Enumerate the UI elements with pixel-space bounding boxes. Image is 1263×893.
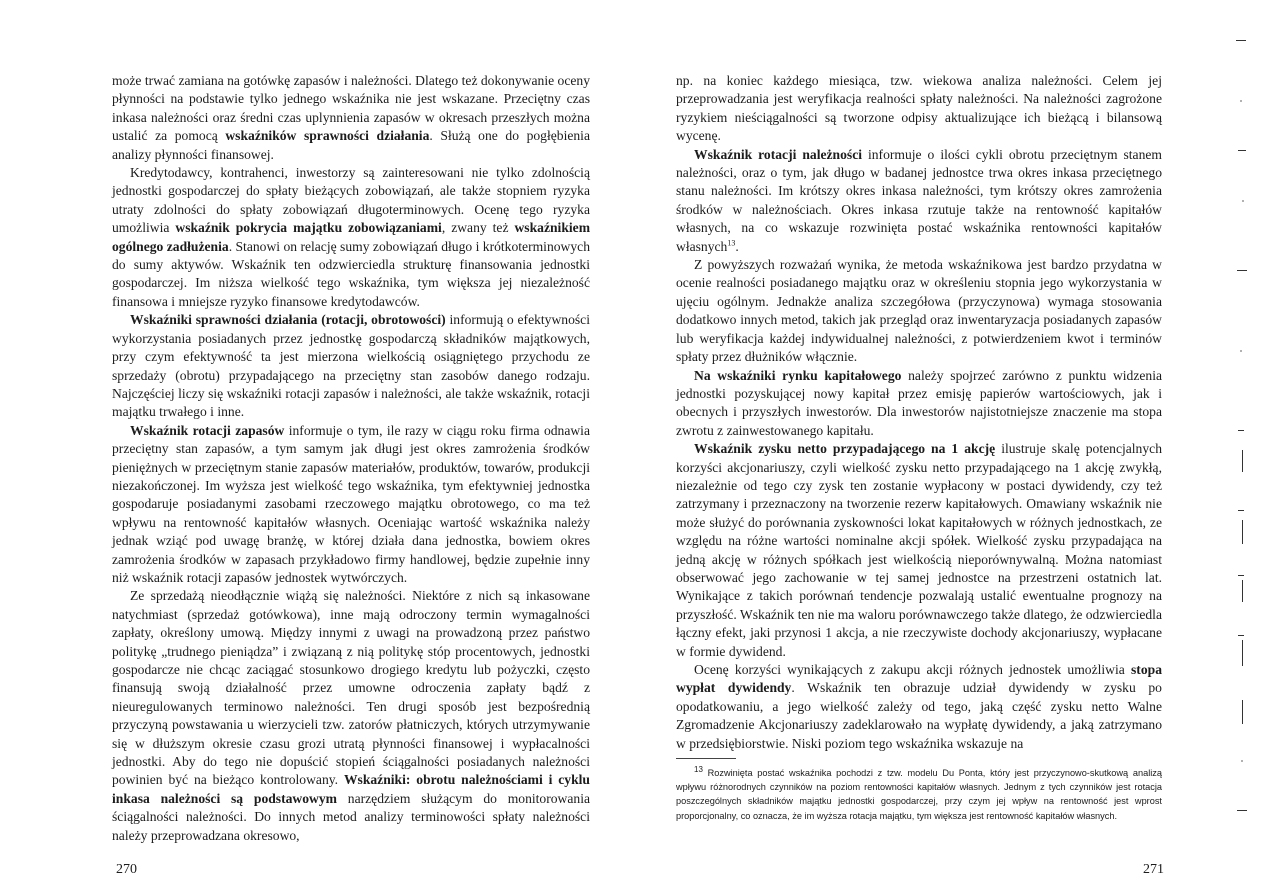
text-run: może trwać zamiana na gotówkę zapasów i należności. Dlatego też dokonywanie oceny płynności na podstawie tylko jednego wskaźnika nie jest wskazane. Przeciętny czas inkasa należności oraz średni czas uplynnienia zapasów w okresach przeszłych można ustalić za pomocą [112, 73, 590, 144]
paragraph-r3 [676, 256, 1162, 366]
edge-speck [1240, 350, 1242, 352]
text-run: należy spojrzeć zarówno z punktu widzenia jednostki pozyskującej nowy kapitał przez emisję papierów wartościowych, jak i obecnych i przyszłych inwestorów. Dla inwestorów najistotniejsze znaczenie ma stopa zwrotu z zainwestowanego kapitału. [676, 367, 1163, 438]
text-run: . Wskaźnik ten obrazuje udział dywidendy w zysku po opodatkowaniu, a jego wielkość zależy od tego, jaką część zysku netto Walne Zgromadzenie Akcjonariuszy zadeklarowało na wypłatę dywidendy, a jaką zatrzymano w przedsiębiorstwie. Niski poziom tego wskaźnika wskazuje na [676, 680, 1162, 751]
edge-mark [1238, 575, 1244, 576]
edge-speck [1241, 760, 1243, 762]
text-run: Ze sprzedażą nieodłącznie wiążą się należności. Niektóre z nich są inkasowane natychmiast (sprzedaż gotówkowa), inne mają odroczony termin wymagalności zapłaty, określony umową. Między innymi z uwagi na prowadzoną przez państwo politykę „trudnego pieniądza” i związaną z nią politykę stóp procentowych, jednostki gospodarcze nie chcąc zaciągać stosunkowo drogiego kredytu lub pożyczki, często finansują swoją działalność przez umowne odroczenia zapłaty bądź z nieuregulowanych terminowo należności. Ten drugi sposób jest bezpośrednią przyczyną powstawania u wierzycieli tzw. zatorów płatniczych, których utrzymywanie się w dłuższym okresie czasu grozi utratą płynności finansowej i wypłacalności jednostki. Aby do tego nie dopuścić stopień ściągalności posiadanych należności powinien być na bieżąco kontrolowany. [112, 588, 590, 788]
bold-term: Wskaźniki: obrotu należnościami i cyklu inkasa należności są podstawowym [112, 772, 590, 806]
edge-mark [1242, 450, 1243, 472]
right-page-number: 271 [1143, 862, 1164, 877]
edge-mark [1238, 430, 1244, 431]
left-page-number: 270 [116, 862, 137, 877]
text-run: Ocenę korzyści wynikających z zakupu akcji różnych jednostek umożliwia [694, 662, 1132, 677]
edge-mark [1236, 40, 1246, 41]
bold-term: wskaźnik pokrycia majątku zobowiązaniami [175, 220, 442, 236]
text-run: ilustruje skalę potencjalnych korzyści akcjonariuszy, czyli wielkość zysku netto przypadającego na 1 akcję zwykłą, niezależnie od tego czy zysk ten zostanie wypłacony w postaci dywidendy, czy też zatrzymany i przeznaczony na tworzenie rezerw kapitałowych. Omawiany wskaźnik nie może służyć do porównania zyskowności lokat kapitałowych w różnych jednostkach, ze względu na różne wartości nominalne akcji spółek. Wielkość zysku przypadająca na jedną akcję w różnych spółkach jest wielkością nieporównywalną. Można natomiast obserwować jego zachowanie w tej samej jednostce na przestrzeni ostatnich lat. Wynikające z takich porównań tendencje pozwalają ustalić ewentualne prognozy na przyszłość. Wskaźnik ten nie ma waloru porównawczego także dlatego, że odzwierciedla łączny efekt, jaki przynosi 1 akcja, a nie rzeczywiste dochody akcjonariuszy, wypłacane w formie dywidend. [676, 441, 1162, 659]
text-run: np. na koniec każdego miesiąca, tzw. wiekowa analiza należności. Celem jej przeprowadzania jest weryfikacja realności spłaty należności. Na należności zagrożone ryzykiem nieściągalności są tworzone odpisy aktualizujące ich bieżącą i bilansową wycenę. [676, 73, 1162, 144]
edge-mark [1242, 640, 1243, 666]
edge-mark [1237, 270, 1247, 271]
footnote-ref: 13 [727, 238, 736, 248]
bold-term: wskaźników sprawności działania [225, 128, 430, 144]
text-run: Z powyższych rozważań wynika, że metoda wskaźnikowa jest bardzo przydatna w ocenie realności posiadanego majątku oraz w określeniu stopnia jego wykorzystania w ujęciu ogólnym. Jednakże analiza szczegółowa (przyczynowa) wymaga stosowania dodatkowo innych metod, takich jak przegląd oraz inwentaryzacja posiadanych zapasów lub weryfikacja każdej indywidualnej należności, z potwierdzeniem kwot i terminów spłaty przez dłużników włącznie. [676, 257, 1162, 365]
paragraph-r1 [676, 72, 1162, 146]
paragraph-p5 [112, 587, 590, 845]
edge-mark [1238, 150, 1246, 151]
edge-mark [1238, 635, 1244, 636]
text-run: informują o efektywności wykorzystania posiadanych przez jednostkę gospodarczą składników majątkowych, przy czym efektywność ta jest mierzona wielkością osiągniętego przychodu ze sprzedaży (obrotu) przypadającego na przeciętny stan zasobów danego rodzaju. Najczęściej liczy się wskaźniki rotacji zapasów i należności, ale także wskaźnik, rotacji majątku trwałego i inne. [112, 312, 590, 420]
footnote-marker: 13 [694, 764, 703, 774]
edge-speck [1240, 100, 1242, 102]
paragraph-p3 [112, 311, 590, 421]
paragraph-r5 [676, 440, 1162, 661]
footnote-13 [676, 766, 1162, 823]
left-page-body [112, 72, 590, 845]
bold-term: Wskaźnik rotacji należności [694, 146, 863, 162]
bold-term: Wskaźnik zysku netto przypadającego na 1 akcję [694, 441, 996, 457]
edge-mark [1242, 700, 1243, 724]
edge-mark [1237, 810, 1247, 811]
edge-mark [1238, 510, 1244, 511]
text-run: . Stanowi on relację sumy zobowiązań długo i krótkoterminowych do sumy aktywów. Wskaźnik ten odzwierciedla strukturę finansowania jednostki gospodarczej. Im niższa wielkość tego wskaźnika, tym większa jej niezależność finansowa i mniejsze ryzyko finansowe kredytodawców. [112, 238, 590, 309]
paragraph-p4 [112, 422, 590, 588]
paragraph-p2 [112, 164, 590, 311]
footnote-divider [676, 758, 736, 759]
scan-edge-artifacts [1228, 20, 1258, 880]
paragraph-r6 [676, 661, 1162, 753]
bold-term: Wskaźnik rotacji zapasów [130, 422, 285, 438]
bold-term: wskaźnikiem ogólnego zadłużenia [112, 220, 591, 254]
text-run: , zwany też [441, 220, 515, 236]
bold-term: Na wskaźniki rynku kapitałowego [694, 367, 902, 383]
text-run: . Służą one do pogłębienia analizy płynności finansowej. [112, 128, 590, 162]
text-run: Kredytodawcy, kontrahenci, inwestorzy są zainteresowani nie tylko zdolnością jednostki gospodarczej do spłaty bieżących zobowiązań, ale także stopniem ryzyka utraty zdolności do spłaty zobowiązań długoterminowych. Ocenę tego ryzyka umożliwia [112, 165, 590, 236]
text-run: narzędziem służącym do monitorowania ściągalności należności. Do innych metod analizy terminowości spłaty należności należy przeprowadzana okresowo, [112, 790, 590, 843]
bold-term: stopa wypłat dywidendy [676, 662, 1162, 696]
bold-term: Wskaźniki sprawności działania (rotacji, obrotowości) [130, 312, 446, 328]
paragraph-r2 [676, 146, 1162, 256]
text-run: informuje o tym, ile razy w ciągu roku firma odnawia przeciętny stan zapasów, a tym samym jak długi jest okres zamrożenia środków pieniężnych w przeciętnym stanie zapasów materiałów, produktów, towarów, produkcji niezakończonej. Im wyższa jest wielkość tego wskaźnika, tym efektywniej jednostka gospodaruje posiadanymi zasobami rzeczowego majątku obrotowego, co ma też wpływu na rentowność kapitałów własnych. Oceniając wartość wskaźnika należy jednak wziąć pod uwagę branżę, w której działa dana jednostka, bowiem okres zamrożenia środków w zapasach przykładowo firmy handlowej, będzie zupełnie inny niż wskaźnik rotacji zapasów jednostek wytwórczych. [112, 422, 590, 585]
paragraph-r4 [676, 367, 1162, 441]
text-run: informuje o ilości cykli obrotu przeciętnym stanem należności, oraz o tym, jak długo w badanej jednostce trwa okres inkasa przeciętnego stanu należności. Im krótszy okres inkasa należności, tym krótszy okres zamrożenia środków w należnościach. Okres inkasa rzutuje także na rentowność kapitałów własnych, na co wskazuje rozwinięta postać wskaźnika rentowności kapitałów własnych [676, 146, 1162, 254]
text-run: . [735, 238, 739, 254]
right-page-body [676, 72, 1162, 753]
edge-speck [1242, 200, 1244, 202]
paragraph-p1 [112, 72, 590, 164]
footnote-text: Rozwinięta postać wskaźnika pochodzi z tzw. modelu Du Ponta, który jest przyczynowo-skutkową analizą wpływu różnorodnych czynników na poziom rentowności kapitałów własnych. Jednym z tych czynników jest rotacja poszczególnych składników majątku jednostki gospodarczej, przy czym jej wpływ na rentowność jest wprost proporcjonalny, co oznacza, że im wyższa rotacja majątku, tym większa jest rentowność kapitałów własnych. [676, 768, 1162, 821]
edge-mark [1242, 580, 1243, 602]
edge-mark [1242, 520, 1243, 544]
